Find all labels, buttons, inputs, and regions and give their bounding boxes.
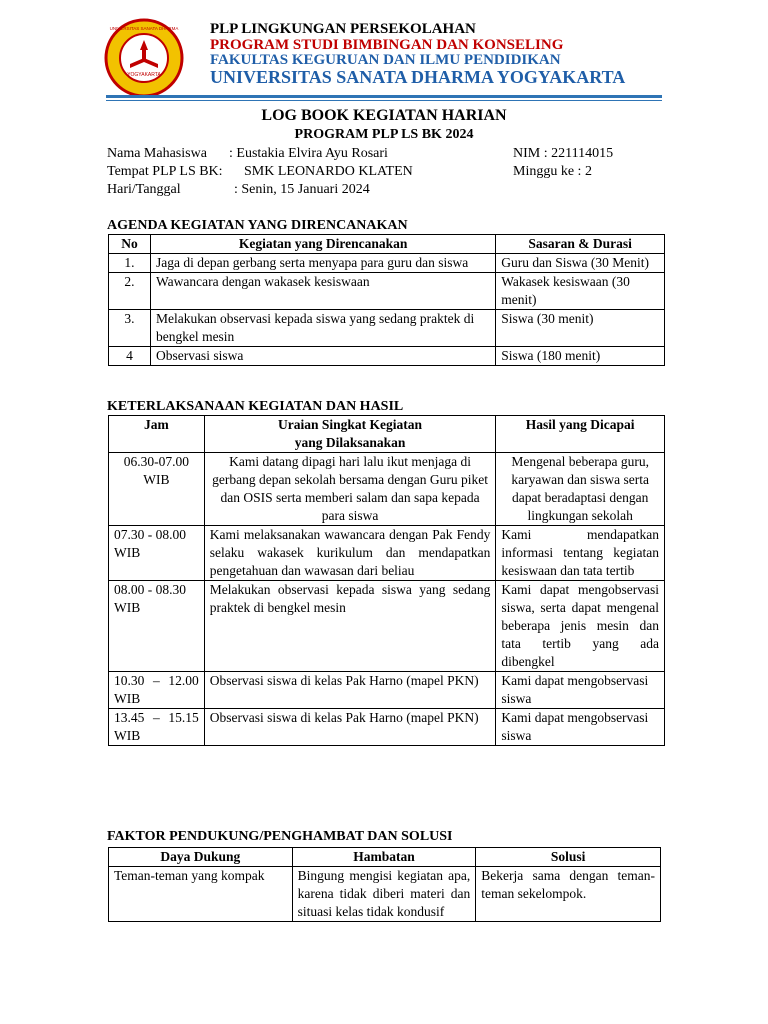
faktor-hambatan: Bingung mengisi kegiatan apa, karena tidak diberi materi dan situasi kelas tidak kondusif xyxy=(292,867,476,922)
table-row xyxy=(109,867,661,922)
ket-jam: 13.45 – 15.15 WIB xyxy=(109,709,205,746)
nim-value: NIM : 221114015 xyxy=(513,146,614,161)
agenda-heading: AGENDA KEGIATAN YANG DIRENCANAKAN xyxy=(107,218,408,233)
table-row xyxy=(109,709,665,746)
agenda-sasaran: Siswa (30 menit) xyxy=(496,310,665,347)
tanggal-label: Hari/Tanggal xyxy=(107,182,181,197)
header-line-4: UNIVERSITAS SANATA DHARMA YOGYAKARTA xyxy=(210,67,626,87)
agenda-table xyxy=(108,234,665,366)
agenda-no: 2. xyxy=(109,273,151,310)
page-subtitle: PROGRAM PLP LS BK 2024 xyxy=(294,127,474,142)
logo-text-bottom: YOGYAKARTA xyxy=(127,72,161,78)
faktor-header-row xyxy=(109,848,661,867)
agenda-no: 4 xyxy=(109,347,151,366)
agenda-no: 1. xyxy=(109,254,151,273)
agenda-no: 3. xyxy=(109,310,151,347)
ket-uraian: Observasi siswa di kelas Pak Harno (mapel PKN) xyxy=(204,672,496,709)
faktor-solusi: Bekerja sama dengan teman-teman sekelompok. xyxy=(476,867,661,922)
table-row xyxy=(109,581,665,672)
agenda-kegiatan: Melakukan observasi kepada siswa yang sedang praktek di bengkel mesin xyxy=(150,310,495,347)
ket-uraian: Observasi siswa di kelas Pak Harno (mapel PKN) xyxy=(204,709,496,746)
nama-value: : Eustakia Elvira Ayu Rosari xyxy=(229,146,388,161)
agenda-header-row xyxy=(109,235,665,254)
table-row xyxy=(109,347,665,366)
tempat-label: Tempat PLP LS BK: xyxy=(107,164,223,179)
ket-uraian: Melakukan observasi kepada siswa yang sedang praktek di bengkel mesin xyxy=(204,581,496,672)
header-divider-thin xyxy=(106,100,662,101)
agenda-sasaran: Wakasek kesiswaan (30 menit) xyxy=(496,273,665,310)
header-line-2: PROGRAM STUDI BIMBINGAN DAN KONSELING xyxy=(210,37,564,53)
tanggal-value: : Senin, 15 Januari 2024 xyxy=(234,182,370,197)
table-row xyxy=(109,672,665,709)
agenda-kegiatan: Wawancara dengan wakasek kesiswaan xyxy=(150,273,495,310)
faktor-col-hambatan: Hambatan xyxy=(292,848,476,867)
agenda-kegiatan: Observasi siswa xyxy=(150,347,495,366)
faktor-table xyxy=(108,847,661,922)
ket-hasil: Kami dapat mengobservasi siswa, serta dapat mengenal beberapa jenis mesin dan tata tertib yang ada dibengkel xyxy=(496,581,665,672)
ket-jam: 10.30 – 12.00 WIB xyxy=(109,672,205,709)
ket-hasil: Kami dapat mengobservasi siswa xyxy=(496,709,665,746)
ket-col-jam: Jam xyxy=(109,416,205,453)
tempat-value: SMK LEONARDO KLATEN xyxy=(244,164,413,179)
agenda-col-no: No xyxy=(109,235,151,254)
agenda-sasaran: Siswa (180 menit) xyxy=(496,347,665,366)
ket-jam: 07.30 - 08.00 WIB xyxy=(109,526,205,581)
agenda-kegiatan: Jaga di depan gerbang serta menyapa para guru dan siswa xyxy=(150,254,495,273)
faktor-col-dukung: Daya Dukung xyxy=(109,848,293,867)
ket-hasil: Mengenal beberapa guru, karyawan dan siswa serta dapat beradaptasi dengan lingkungan sekolah xyxy=(496,453,665,526)
ket-uraian: Kami melaksanakan wawancara dengan Pak Fendy selaku wakasek kurikulum dan mendapatkan pengetahuan dan wawasan dari beliau xyxy=(204,526,496,581)
logo-text-top: UNIVERSITAS SANATA DHARMA xyxy=(109,26,179,31)
table-row xyxy=(109,310,665,347)
faktor-heading: FAKTOR PENDUKUNG/PENGHAMBAT DAN SOLUSI xyxy=(107,829,453,844)
table-row xyxy=(109,453,665,526)
keterlaksanaan-header-row xyxy=(109,416,665,453)
university-logo xyxy=(104,18,184,98)
header-line-1: PLP LINGKUNGAN PERSEKOLAHAN xyxy=(210,21,476,37)
table-row xyxy=(109,254,665,273)
ket-jam: 08.00 - 08.30 WIB xyxy=(109,581,205,672)
agenda-sasaran: Guru dan Siswa (30 Menit) xyxy=(496,254,665,273)
keterlaksanaan-table xyxy=(108,415,665,746)
agenda-col-kegiatan: Kegiatan yang Direncanakan xyxy=(150,235,495,254)
ket-jam: 06.30-07.00 WIB xyxy=(109,453,205,526)
ket-col-hasil: Hasil yang Dicapai xyxy=(496,416,665,453)
keterlaksanaan-heading: KETERLAKSANAAN KEGIATAN DAN HASIL xyxy=(107,399,404,414)
header-line-3: FAKULTAS KEGURUAN DAN ILMU PENDIDIKAN xyxy=(210,52,561,68)
page-title: LOG BOOK KEGIATAN HARIAN xyxy=(261,107,507,124)
ket-col-uraian: Uraian Singkat Kegiatan yang Dilaksanakan xyxy=(204,416,496,453)
nama-label: Nama Mahasiswa xyxy=(107,146,207,161)
table-row xyxy=(109,526,665,581)
header-divider xyxy=(106,95,662,98)
agenda-col-sasaran: Sasaran & Durasi xyxy=(496,235,665,254)
ket-hasil: Kami dapat mengobservasi siswa xyxy=(496,672,665,709)
faktor-col-solusi: Solusi xyxy=(476,848,661,867)
faktor-dukung: Teman-teman yang kompak xyxy=(109,867,293,922)
table-row xyxy=(109,273,665,310)
ket-hasil: Kami mendapatkan informasi tentang kegiatan kesiswaan dan tata tertib xyxy=(496,526,665,581)
minggu-value: Minggu ke : 2 xyxy=(513,164,592,179)
ket-uraian: Kami datang dipagi hari lalu ikut menjaga di gerbang depan sekolah bersama dengan Guru piket dan OSIS serta memberi salam dan sapa kepada para siswa xyxy=(204,453,496,526)
